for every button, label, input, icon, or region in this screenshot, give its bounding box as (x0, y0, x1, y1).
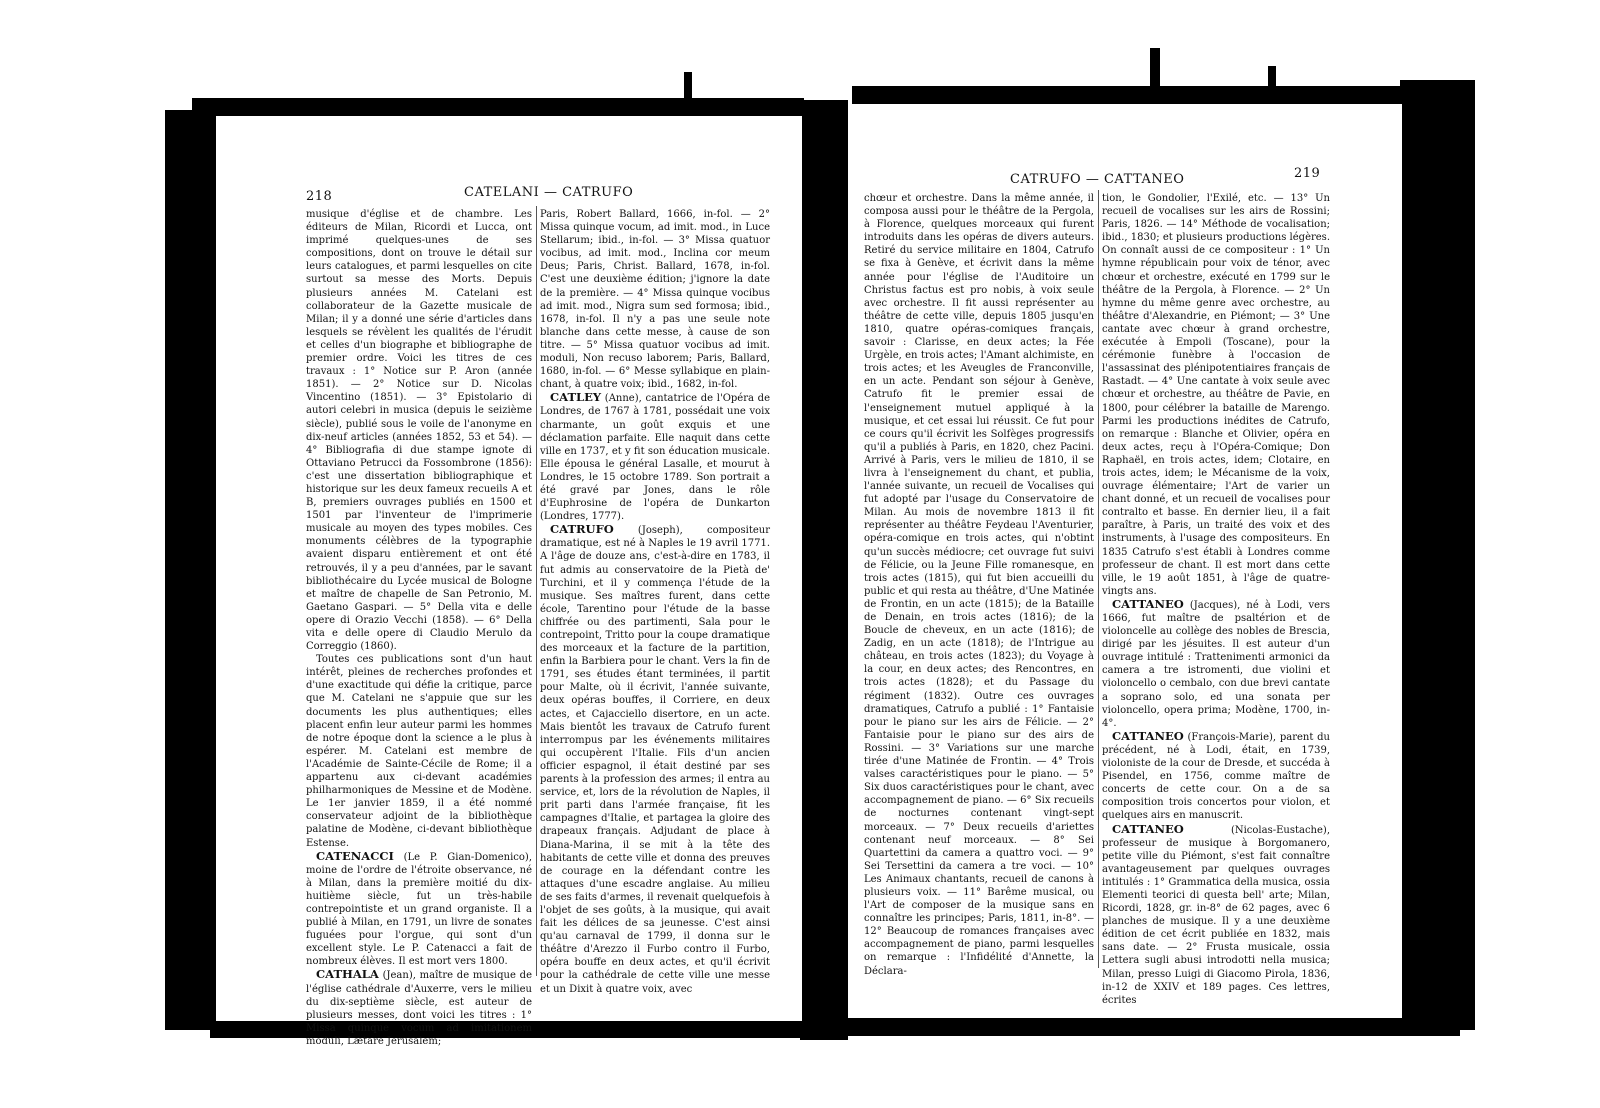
scan-tab-left (684, 72, 692, 106)
text-column-2 (540, 208, 770, 995)
scan-edge-top-left (192, 98, 804, 116)
scan-edge-gutter (800, 100, 848, 1040)
entry-text: (François-Marie), parent du précédent, né à Lodi, était, en 1739, violoniste de la cour de Dresde, et succéda à Pisendel, en 1756, comme maître de concerts de cette cour. On a de sa composition trois concertos pour violon, et quelques airs en manuscrit. (1102, 731, 1330, 822)
headword: CATRUFO (550, 522, 614, 537)
entry-text: (Nicolas-Eustache), professeur de musique à Borgomanero, petite ville du Piémont, s'est fait connaître avantageusement par quelques ouvrages intitulés : 1° Grammatica della musica, ossia Elementi teorici di questa bell' arte; Milan, Ricordi, 1828, gr. in-8° de 62 pages, avec 6 planches de musique. Il y a une deuxième édition de cet écrit publiée en 1832, mais sans date. — 2° Frusta musicale, ossia Lettera sugli abusi introdotti nella musica; Milan, presso Luigi di Giacomo Pirola, 1836, in-12 de XXIV et 189 pages. Ces lettres, écrites (1102, 824, 1330, 1006)
running-head: CATRUFO — CATTANEO (1010, 172, 1185, 187)
headword: CATLEY (550, 390, 602, 405)
headword: CATTANEO (1112, 821, 1184, 836)
page-number: 218 (306, 189, 333, 204)
headword: CATTANEO (1112, 728, 1184, 743)
entry-text: (Jacques), né à Lodi, vers 1666, fut maître de psaltérion et de violoncelle au collège des nobles de Brescia, dirigé par les jésuites. Il est auteur d'un ouvrage intitulé : Trattenimenti armonici da camera a tre istromenti, due violini et violoncello o cembalo, con due brevi cantate a soprano solo, ed una sonata per violoncello, opera prima; Modène, 1700, in-4°. (1102, 599, 1330, 729)
scan-edge-bottom-right (840, 1018, 1460, 1036)
scan-edge-top-right (852, 86, 1472, 106)
text-column-1 (864, 192, 1094, 977)
column-rule (1098, 190, 1099, 968)
running-head: CATELANI — CATRUFO (464, 185, 634, 200)
headword: CATTANEO (1112, 596, 1184, 611)
scan-tab-right (1150, 48, 1160, 96)
entry-text: chœur et orchestre. Dans la même année, il composa aussi pour le théâtre de la Pergola, à Florence, quelques morceaux qui furent introduits dans les opéras de divers auteurs. Retiré du service militaire en 1804, Catrufo se fixa à Genève, et écrivit dans la même année pour l'église de l'Auditoire un Christus factus est pro nobis, à voix seule avec orchestre. Il fit aussi représenter au théâtre de cette ville, depuis 1805 jusqu'en 1810, quatre opéras-comiques français, savoir : Clarisse, en deux actes; la Fée Urgèle, en trois actes; l'Amant alchimiste, en trois actes; et les Aveugles de Franconville, en un acte. Pendant son séjour à Genève, Catrufo fit le premier essai de l'enseignement mutuel appliqué à la musique, et cet essai lui réussit. Ce fut pour ce cours qu'il écrivit les Solfèges progressifs qu'il a publiés à Paris, en 1820, chez Pacini. Arrivé à Paris, vers le milieu de 1810, il se livra à l'enseignement du chant, et publia, l'année suivante, un recueil de Vocalises qui fut adopté par l'usage du Conservatoire de Milan. Au mois de novembre 1813 il fit représenter au théâtre Feydeau l'Aventurier, opéra-comique en trois actes, qui n'obtint qu'un succès médiocre; cet ouvrage fut suivi de Félicie, ou la Jeune Fille romanesque, en trois actes (1815), qui fut bien accueilli du public et qui resta au théâtre, d'Une Matinée de Frontin, en un acte (1815); de la Bataille de Denain, en trois actes (1816); de la Boucle de cheveux, en un acte (1816); de Zadig, en un acte (1818); de l'Intrigue au château, en trois actes (1823); du Voyage à la cour, en deux actes; des Rencontres, en trois actes (1828); et du Passage du régiment (1832). Outre ces ouvrages dramatiques, Catrufo a publié : 1° Fantaisie pour le piano sur les airs de Félicie. — 2° Fantaisie pour le piano sur des airs de Rossini. — 3° Variations sur une marche tirée d'une Matinée de Frontin. — 4° Trois valses caractéristiques pour le piano. — 5° Six duos caractéristiques pour le chant, avec accompagnement de piano. — 6° Six recueils de nocturnes contenant vingt-sept morceaux. — 7° Deux recueils d'ariettes contenant neuf morceaux. — 8° Sei Quartettini da camera a quattro voci. — 9° Sei Tersettini da camera a tre voci. — 10° Les Animaux chantants, recueil de canons à plusieurs voix. — 11° Barême musical, ou l'Art de composer de la musique sans en connaître les principes; Paris, 1811, in-8°. — 12° Beaucoup de romances françaises avec accompagnement de piano, parmi lesquelles on remarque : l'Infidélité d'Annette, la Déclara- (864, 193, 1094, 977)
headword: CATENACCI (316, 848, 394, 863)
right-page (850, 104, 1402, 1018)
entry-text: tion, le Gondolier, l'Exilé, etc. — 13° Un recueil de vocalises sur les airs de Rossini; Paris, 1826. — 14° Méthode de vocalisation; ibid., 1830; et plusieurs productions légères. On connaît aussi de ce compositeur : 1° Un hymne républicain pour voix de ténor, avec chœur et orchestre, exécuté en 1799 sur le théâtre de la Pergola, à Florence. — 2° Un hymne du même genre avec orchestre, au théâtre d'Alexandrie, en Piémont; — 3° Une cantate avec chœur à grand orchestre, exécutée à Empoli (Toscane), pour la cérémonie funèbre à l'occasion de l'assassinat des plénipotentiaires français de Rastadt. — 4° Une cantate à voix seule avec chœur et orchestre, au théâtre de Pavie, en 1800, pour célébrer la bataille de Marengo. Parmi les productions inédites de Catrufo, on remarque : Blanche et Olivier, opéra en deux actes, reçu à l'Opéra-Comique; Don Raphaël, en trois actes, idem; Clotaire, en trois actes, idem; le Mécanisme de la voix, ouvrage élémentaire; l'Art de varier un chant donné, et un recueil de vocalises pour contralto et basse. En dernier lieu, il a fait paraître, à Paris, un traité des voix et des instruments, à l'usage des compositeurs. En 1835 Catrufo s'est établi à Londres comme professeur de chant. Il est mort dans cette ville, le 19 août 1851, à l'âge de quatre-vingts ans. (1102, 193, 1330, 597)
entry-text: (Joseph), compositeur dramatique, est né à Naples le 19 avril 1771. A l'âge de douze ans, c'est-à-dire en 1783, il fut admis au conservatoire de la Pietà de' Turchini, et il y commença l'étude de la musique. Ses maîtres furent, dans cette école, Tarentino pour l'étude de la basse chiffrée ou des partimenti, Sala pour le contrepoint, Tritto pour la coupe dramatique des morceaux et la facture de la partition, enfin la Barbiera pour le chant. Vers la fin de 1791, ses études étant terminées, il partit pour Malte, où il écrivit, l'année suivante, deux opéras bouffes, il Corriere, en deux actes, et Cajacciello disertore, en un acte. Mais bientôt les travaux de Catrufo furent interrompus par les événements militaires qui occupèrent l'Italie. Fils d'un ancien officier espagnol, il était destiné par ses parents à la profession des armes; il entra au service, et, lors de la révolution de Naples, il prit parti dans l'armée française, fit les campagnes d'Italie, et partagea la gloire des drapeaux français. Adjudant de place à Diana-Marina, il se mit à la tête des habitants de cette ville et donna des preuves de courage en la défendant contre les attaques d'une escadre anglaise. Au milieu de ses faits d'armes, il revenait quelquefois à l'objet de ses goûts, à la musique, qui avait fait les délices de sa jeunesse. C'est ainsi qu'au carnaval de 1799, il donna sur le théâtre d'Arezzo il Furbo contro il Furbo, opéra bouffe en deux actes, et qu'il écrivit pour la cathédrale de cette ville une messe et un Dixit à quatre voix, avec (540, 525, 770, 995)
entry-text: (Le P. Gian-Domenico), moine de l'ordre de l'étroite observance, né à Milan, dans la première moitié du dix-huitième siècle, fut un très-habile contrepointiste et un grand organiste. Il a publié à Milan, en 1791, un livre de sonates fuguées pour l'orgue, qui sont d'un excellent style. Le P. Catenacci a fait de nombreux élèves. Il est mort vers 1800. (306, 851, 532, 968)
text-column-2 (1102, 192, 1330, 1006)
page-number: 219 (1294, 166, 1321, 181)
entry-text: Toutes ces publications sont d'un haut intérêt, pleines de recherches profondes et d'une exactitude qui défie la critique, parce que M. Catelani ne s'appuie que sur les documents les plus authentiques; elles placent enfin leur auteur parmi les hommes de notre époque dont la science a le plus à espérer. M. Catelani est membre de l'Académie de Sainte-Cécile de Rome; il a appartenu aux ci-devant académies philharmoniques de Messine et de Modène. Le 1er janvier 1859, il a été nommé conservateur adjoint de la bibliothèque palatine de Modène, ci-devant bibliothèque Estense. (306, 654, 532, 849)
scan-edge-right (1400, 80, 1475, 1030)
column-rule (536, 206, 537, 976)
entry-text: musique d'église et de chambre. Les éditeurs de Milan, Ricordi et Lucca, ont imprimé quelques-unes de ses compositions, dont on trouve le détail sur leurs catalogues, et parmi lesquelles on cite surtout sa messe des Morts. Depuis plusieurs années M. Catelani est collaborateur de la Gazette musicale de Milan; il y a donné une série d'articles dans lesquels se révèlent les qualités de l'érudit et celles d'un biographe et bibliographe de premier ordre. Voici les titres de ces travaux : 1° Notice sur P. Aron (année 1851). — 2° Notice sur D. Nicolas Vincentino (1851). — 3° Epistolario di autori celebri in musica (depuis le seizième siècle), publié sous le voile de l'anonyme en dix-neuf articles (années 1852, 53 et 54). — 4° Bibliografia di due stampe ignote di Ottaviano Petrucci da Fossombrone (1856): c'est une dissertation bibliographique et historique sur les deux fameux recueils A et B, premiers ouvrages publiés en 1500 et 1501 par l'inventeur de l'imprimerie musicale au moyen des types mobiles. Ces monuments célèbres de la typographie avaient disparu entièrement et ont été retrouvés, il y a peu d'années, par le savant bibliothécaire du Lycée musical de Bologne et maître de chapelle de San Petronio, M. Gaetano Gaspari. — 5° Della vita e delle opere di Orazio Vecchi (1858). — 6° Della vita e delle opere di Claudio Merulo da Correggio (1860). (306, 209, 532, 653)
scan-tab-right-2 (1268, 66, 1276, 98)
left-page (216, 116, 802, 1047)
entry-text: (Anne), cantatrice de l'Opéra de Londres, de 1767 à 1781, possédait une voix charmante, un goût exquis et une déclamation parfaite. Elle naquit dans cette ville en 1737, et y fit son éducation musicale. Elle épousa le général Lasalle, et mourut à Londres, le 15 octobre 1789. Son portrait a été gravé par Jones, dans le rôle d'Euphrosine de l'opéra de Dunkarton (Londres, 1777). (540, 393, 770, 523)
entry-text: (Jean), maître de musique de l'église cathédrale d'Auxerre, vers le milieu du dix-septième siècle, est auteur de plusieurs messes, dont voici les titres : 1° Missa quinque vocum ad imitationem moduli, Lætare Jerusalem; (306, 970, 532, 1047)
text-column-1 (306, 208, 532, 1047)
headword: CATHALA (316, 967, 379, 982)
entry-text: Paris, Robert Ballard, 1666, in-fol. — 2° Missa quinque vocum, ad imit. mod., in Luce Stellarum; ibid., in-fol. — 3° Missa quatuor vocibus, ad imit. mod., Inclina cor meum Deus; Paris, Christ. Ballard, 1678, in-fol. C'est une deuxième édition; j'ignore la date de la première. — 4° Missa quinque vocibus ad imit. mod., Nigra sum sed formosa; ibid., 1678, in-fol. Il n'y a pas une seule note blanche dans cette messe, à cause de son titre. — 5° Missa quatuor vocibus ad imit. moduli, Non recuso laborem; Paris, Ballard, 1680, in-fol. — 6° Messe syllabique en plain-chant, à quatre voix; ibid., 1682, in-fol. (540, 209, 770, 391)
